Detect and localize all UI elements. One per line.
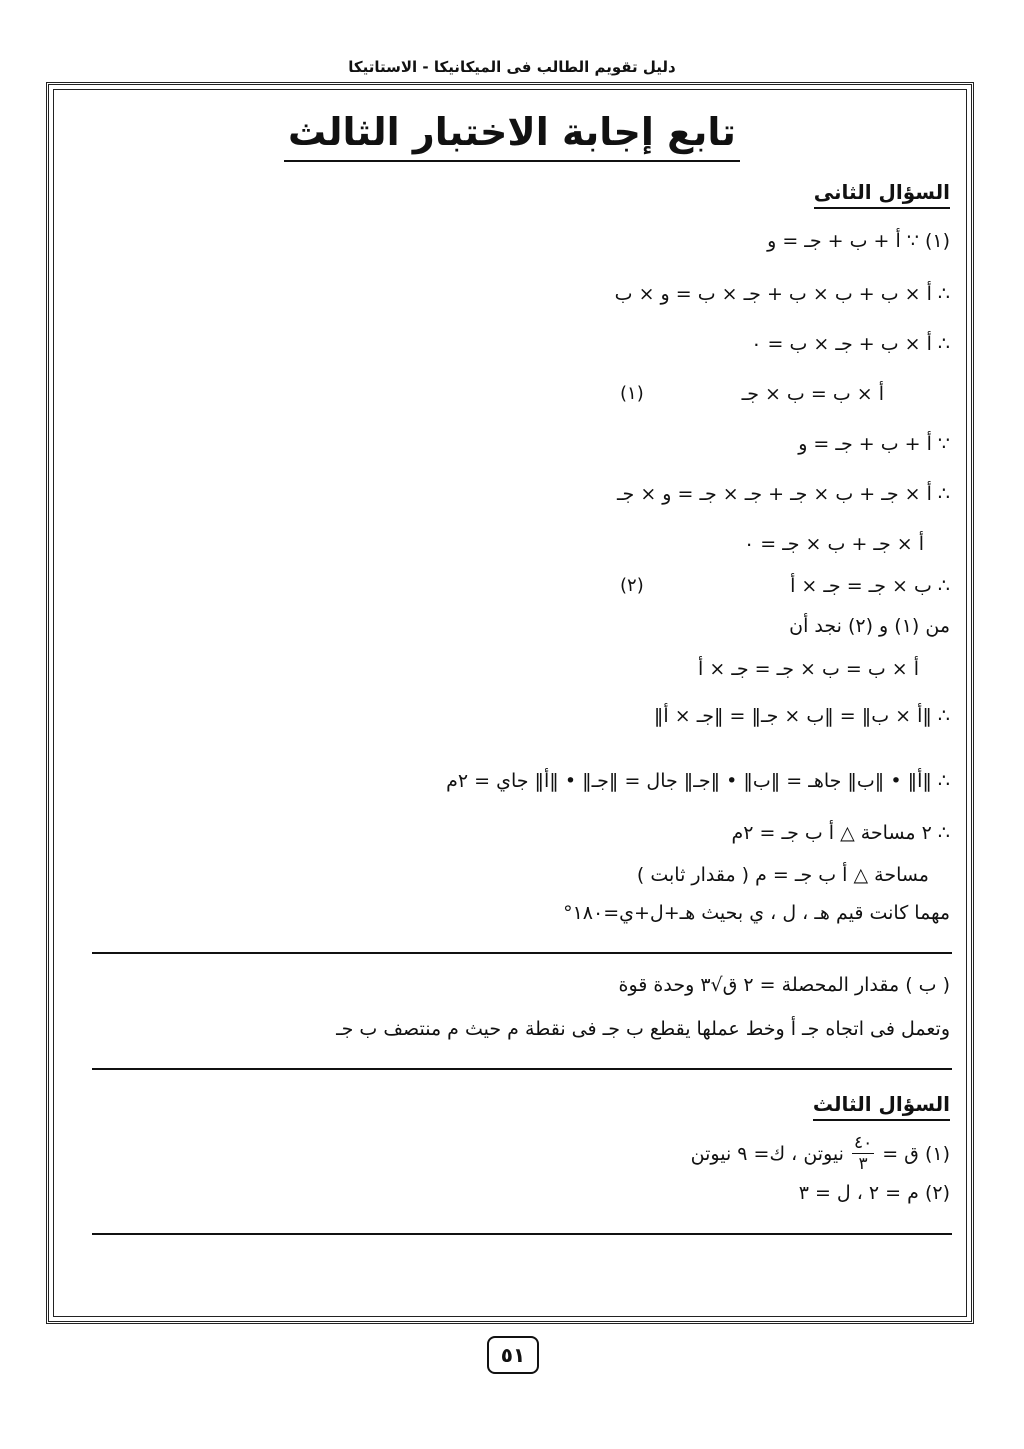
divider — [92, 1233, 952, 1235]
fraction-numerator: ٤٠ — [853, 1133, 873, 1153]
page-number: ٥١ — [487, 1336, 539, 1374]
divider — [92, 1068, 952, 1070]
q2-line-10: أ × ب = ب × جـ = جـ × أ — [698, 658, 919, 680]
q2-line-7: أ × جـ + ب × جـ = ٠ — [743, 533, 924, 555]
fraction-denominator: ٣ — [858, 1154, 868, 1174]
q2-line-1: (١) ∵ أ + ب + جـ = و — [767, 230, 950, 252]
q2-line-4: أ × ب = ب × جـ — [741, 383, 884, 405]
equation-label-1: (١) — [620, 383, 644, 404]
running-header: دليل تقويم الطالب فى الميكانيكا - الاستاتيكا — [348, 58, 676, 76]
q2-line-9: من (١) و (٢) نجد أن — [789, 615, 950, 637]
q2-line-13: ∴ ٢ مساحة △ أ ب جـ = ٢م — [731, 822, 950, 844]
partb-line-2: وتعمل فى اتجاه جـ أ وخط عملها يقطع ب جـ فى نقطة م حيث م منتصف ب جـ — [336, 1018, 950, 1040]
q2-line-12: ∴ ‖أ‖ • ‖ب‖ جاهـ = ‖ب‖ • ‖جـ‖ جال = ‖جـ‖ • ‖أ‖ جاي = ٢م — [446, 770, 950, 792]
divider — [92, 952, 952, 954]
fraction — [852, 1133, 874, 1174]
q2-line-14: مساحة △ أ ب جـ = م ( مقدار ثابت ) — [636, 864, 929, 886]
q3-line1-suffix: نيوتن ، ك= ٩ نيوتن — [690, 1142, 844, 1165]
q2-line-6: ∴ أ × جـ + ب × جـ + جـ × جـ = و × جـ — [616, 483, 950, 505]
q2-line-2: ∴ أ × ب + ب × ب + جـ × ب = و × ب — [614, 283, 950, 305]
equation-label-2: (٢) — [620, 575, 644, 596]
q3-line-1 — [691, 1133, 950, 1174]
q2-line-15: مهما كانت قيم هـ ، ل ، ي بحيث هـ+ل+ي=١٨٠° — [563, 902, 950, 924]
q3-line1-prefix: (١) ق = — [882, 1142, 950, 1165]
q2-line-11: ∴ ‖أ × ب‖ = ‖ب × جـ‖ = ‖جـ × أ‖ — [653, 705, 950, 727]
q2-line-8: ∴ ب × جـ = جـ × أ — [790, 575, 950, 597]
partb-line-1: ( ب ) مقدار المحصلة = ٢ ق√٣ وحدة قوة — [618, 974, 950, 996]
q2-line-3: ∴ أ × ب + جـ × ب = ٠ — [751, 333, 950, 355]
page-title: تابع إجابة الاختبار الثالث — [0, 110, 1024, 154]
q2-heading: السؤال الثانى — [814, 180, 950, 209]
q3-heading: السؤال الثالث — [813, 1092, 950, 1121]
q2-line-5: ∵ أ + ب + جـ = و — [798, 433, 950, 455]
q3-line-2: (٢) م = ٢ ، ل = ٣ — [798, 1182, 950, 1204]
